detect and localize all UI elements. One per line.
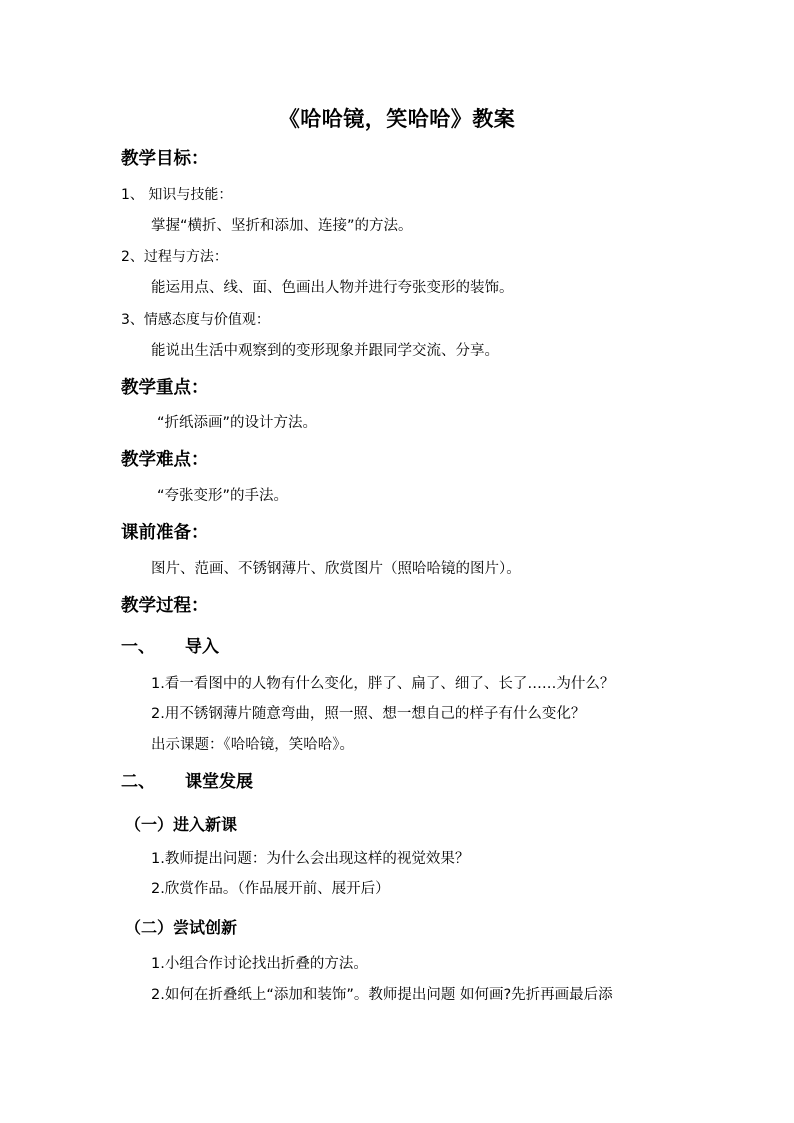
subsection-2-heading: （二）尝试创新	[125, 918, 238, 937]
objective-3-label: 3、情感态度与价值观：	[121, 312, 270, 328]
preparation-heading: 课前准备：	[121, 523, 209, 543]
section-2-title: 课堂发展	[185, 772, 253, 792]
objective-1-text: 掌握“横折、坚折和添加、连接”的方法。	[151, 218, 413, 234]
objective-2-text: 能运用点、线、面、色画出人物并进行夸张变形的装饰。	[151, 280, 514, 296]
section-1-line-2: 2.用不锈钢薄片随意弯曲，照一照、想一想自己的样子有什么变化？	[151, 706, 586, 722]
section-2-heading	[121, 774, 253, 791]
process-heading: 教学过程：	[121, 596, 209, 616]
difficulty-text: “夸张变形”的手法。	[157, 488, 289, 504]
key-point-heading: 教学重点：	[121, 378, 209, 398]
section-1-number: 一、	[121, 637, 155, 657]
document-title: 《哈哈镜，笑哈哈》教案	[278, 107, 516, 131]
key-point-text: “折纸添画”的设计方法。	[157, 415, 318, 431]
section-1-title: 导入	[185, 637, 219, 657]
objective-3-text: 能说出生活中观察到的变形现象并跟同学交流、分享。	[151, 343, 499, 359]
subsection-1-line-2: 2.欣赏作品。（作品展开前、展开后）	[151, 881, 390, 897]
difficulty-heading: 教学难点：	[121, 450, 209, 470]
objective-1-label: 1、 知识与技能：	[121, 187, 233, 203]
preparation-text: 图片、范画、不锈钢薄片、欣赏图片（照哈哈镜的图片）。	[151, 561, 521, 577]
section-2-number: 二、	[121, 772, 155, 792]
subsection-1-line-1: 1.教师提出问题：为什么会出现这样的视觉效果？	[151, 851, 470, 867]
subsection-2-line-1: 1.小组合作讨论找出折叠的方法。	[151, 956, 368, 972]
section-1-line-3: 出示课题：《哈哈镜，笑哈哈》。	[151, 737, 354, 753]
subsection-2-line-2: 2.如何在折叠纸上“添加和装饰”。教师提出问题 如何画?先折再画最后添	[151, 987, 613, 1003]
objectives-heading: 教学目标：	[121, 149, 209, 169]
section-1-heading	[121, 639, 219, 656]
subsection-1-heading: （一）进入新课	[125, 815, 238, 834]
objective-2-label: 2、过程与方法：	[121, 249, 228, 265]
section-1-line-1: 1.看一看图中的人物有什么变化，胖了、扁了、细了、长了……为什么？	[151, 676, 615, 692]
